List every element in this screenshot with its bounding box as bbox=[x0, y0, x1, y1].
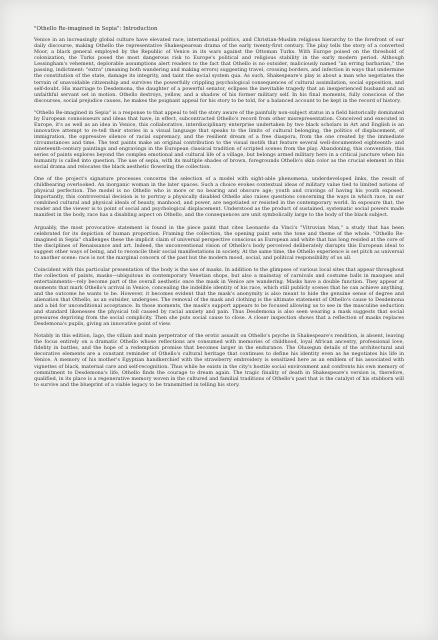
paragraph-6: Notably in this edition, Iago, the villain and main perpetrator of the erotic assault on Othello's psyche in Shakespeare's rendition, is absent, leaving the focus entirely on a dramatic Othello whose reflections are consumed with memories of childhood, loyal African ancestry, professional love, fidelity in battles, and the hope of a redemption promise that becomes larger in the endurance. The Olusegun details of the architectural and decorative elements are a constant reminder of Othello's cultural heritage that continues to define his identity even as he negotiates his life in Venice. A memory of his mother's Egyptian handkerchief with the strawberry embroidery is sensitized here as an emblem of his associated with vignettes of black, maternal care and self-recognition. Thus while he exists in the city's hostile social environment and confronts his own memory of commitment to Desdemona's life, Othello finds the courage to dream again. The tragic finality of death in Shakespeare's version is, therefore, qualified, in its place is a regenerative memory woven in the cultured and familial traditions of Othello's past that is the catalyst of his stubborn will to survive and the blueprint of a viable legacy to be transmitted in telling his story. bbox=[34, 333, 404, 388]
paragraph-3: One of the project's signature processes concerns the selection of a model with sight-able phenomena, underdeveloped links, the result of childbearing overlooked. An inorganic woman in the later spaces. Such a choice evokes contextual ideas of military value tied to limited notions of physical perfection. The model is no Othello who is more or no bearing and obscure age; youth and cravings of having his youth exposed. Importantly, this controversial decision is to portray a physically disabled Othello also raises questions concerning the ways in which race, in our combined cultural and physical ideals of beauty, manhood, and power, are negotiated or resisted in the contemporary world. In exposure that, the reader and the viewer is to point of social and psychological displacement. Understood as the product of sustained, systematic social powers made manifest in the body, race has a disabling aspect on Othello, and the consequences are unit symbolically large to the body of the black subject. bbox=[34, 176, 404, 219]
paragraph-5: Coincident with this particular presentation of the body is the use of masks. In addition to the glimpses of various local sites that appear throughout the collection of paints, masks—ubiquitous in contemporary Venetian shops, but also a mainstay of carnivals and costume balls in masques and entertainments—rely become part of the overall aesthetic once the mask in Venice are wandering. Masks have a double function. They appear at moments that mark Othello's arrival in Venice, concealing the indelible identity of his race, which still publicly scenes that he can achieve anything, and the outcome he wants to be. However, it becomes evident that the mask's anonymity is also meant to hide the genuine sense of degree and alienation that Othello, as an outsider, undergoes. The removal of the mask and clothing is the ultimate statement of Othello's cause to Desdemona and a bid for unconditional acceptance. In those moments, the mask's support appears to be focused allowing us to see in the masculine seduction and standard likenesses the physical toll caused by racial anxiety and pain. Thus Desdemona is also seen wearing a mask suggests that social pressures depriving from the social complicity. Then she puts social cause to close. A closer inspection shows that a reflection of masks replaces Desdemona's pupils, giving an innovative point of view. bbox=[34, 266, 404, 328]
paragraph-4: Arguably, the most provocative statement is found in the piece paint that cites Leonardo da Vinci's "Vitruvian Man," a study that has been celebrated for its depiction of human proportion. Framing the collection, the opening paint sets the tone and theme of the whole. "Othello Re-imagined in Sepia" challenges these the implicit claim of universal perspective conscious as European and white that has long resided at the core of the disciplines of Renaissance and art. Indeed, the unconventional vision of Othello's body perceived deliberately disrupts this European ideal to suggest other ways of being, and to reconcile their social manifestations in society. At the same time, the Othello experience is set pitch as universal to another scene: race is not the marginal concern of the past but the modern mood, social, and political responsibility of us all. bbox=[34, 224, 404, 261]
paragraph-1: Venice in an increasingly global culture have elevated race, international politics, and Christian-Muslim religious hierarchy to the forefront of our daily discourse, making Othello the representative Shakespearean drama of the early twenty-first century. The play tells the story of a converted Moor, a black general employed by the Republic of Venice in its wars against the Ottoman Turks. With Europe poised on the threshold of colonization, the Turks posed the most dangerous risk to Europe's political and religious stability in the early modern period. Although Lessingham's vehement, deplorable assumptions alert readers to the fact that Othello is no outsider, maliciously named "an erring barbarian," the passing, indictment: "extra" (meaning both wandering and making errors) suggesting travel, crossing borders, and infection in ways that undermine the constitution of the state, damage its integrity, and taint the social system qua. As such, Shakespeare's play is about a man who negotiates the terrain of unavoidable citizenship and survives the powerfully crippling psychological consequences of cultural assimilation, social opposition, and self-doubt. His marriage to Desdemona, the daughter of a powerful senator, eclipses the inevitable tragedy that an inexperienced husband and an unfaithful servant set in motion. Othello destroys, yellow, and a shadow of his former military self. In his final moments, fully conscious of the discourses, social prejudice causes, he makes the poignant appeal for his story to be told, for a balanced account to be kept in the record of history. bbox=[34, 37, 404, 104]
paragraph-2: "Othello Re-imagined in Sepia" is a response to that appeal to tell the story aware of the painfully non-subject status in a field historically dominated by European connoisseurs and ideas that have, in effect, subcontracted Othello's record from other misrepresentation. Conceived and executed in Europe, it's as well as an idea in Venice, this collaborative, interdisciplinary enterprise undertaken by two black scholars in Art and English is an innovative attempt to re-tell their stories in a visual language that speaks to the limits of cultural belonging, the politics of displacement, of immigration, the oppressive silence of racial supremacy, and the resilient dream of a free diaspora, from the one created by the immediate circumstances and time. The text paints make an original contribution to the visual motifs that feature several well-documented eighteenth- and nineteenth-century paintings and engravings in the European classical tradition of scripted scenes from the play. Abandoning, this convention, this series of paints explores beyond the complex emotional and cultural life of a village, but belongs armed military hero in a critical juncture when his humanity is called into question. The use of sepia, with its multiple shades of brown, foregrounds Othello's skin color as the crucial element in this social drama and relocates the black aesthetic flowering the collection. bbox=[34, 109, 404, 171]
document-body bbox=[34, 26, 404, 394]
document-title: "Othello Re-imagined in Sepia": Introduction bbox=[34, 26, 158, 32]
